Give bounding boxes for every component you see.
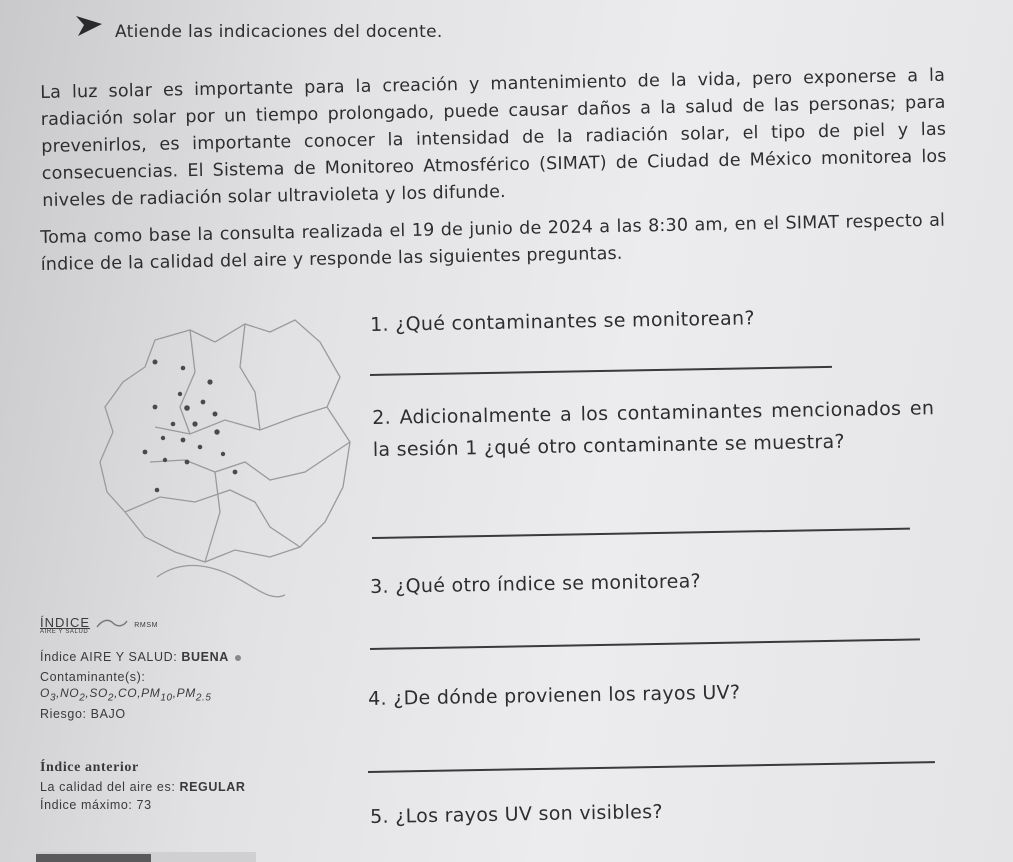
max-index: Índice máximo: 73 [40,798,152,812]
pollutants-list: $O_3,NO_2,SO_2,CO,PM_{10},PM_{2.5}$ [40,686,212,704]
answer-line-3[interactable] [370,638,920,649]
index-value: BUENA [181,650,229,664]
indice-logo-text: ÍNDICE [40,615,91,630]
page-edge-strip [36,852,256,862]
question-4: 4. ¿De dónde provienen los rayos UV? [368,681,741,710]
previous-index-title: Índice anterior [40,760,139,775]
question-1: 1. ¿Qué contaminantes se monitorean? [370,307,755,336]
air-health-index [40,650,241,664]
indice-logo-wave [95,617,129,629]
instruction-text: Atiende las indicaciones del docente. [115,22,443,42]
index-label: Índice AIRE Y SALUD: [40,650,182,664]
indice-logo [40,612,158,635]
answer-line-2[interactable] [372,528,910,539]
station-map [95,312,355,612]
previous-quality-value: REGULAR [179,780,246,794]
risk-level: Riesgo: BAJO [40,707,126,721]
previous-quality-label: La calidad del aire es: [40,780,180,794]
indice-logo-tag: RMSM [134,622,159,629]
previous-quality [40,780,246,794]
question-5: 5. ¿Los rayos UV son visibles? [370,800,663,828]
answer-line-1[interactable] [370,366,832,376]
arrow-bullet-icon [74,14,104,38]
question-3: 3. ¿Qué otro índice se monitorea? [370,570,702,598]
status-dot-icon [235,655,241,661]
intro-paragraph: La luz solar es importante para la creación y mantenimiento de la vida, pero exponerse a la radiación solar por un tiempo prolongado, puede causar daños a la salud de las personas; para prevenirlos, es importante conocer la intensidad de la radiación solar, el tipo de piel y las consecuencias. El Sistema de Monitoreo Atmosférico (SIMAT) de Ciudad de México monitorea los niveles de radiación solar ultravioleta y los difunde. [40,65,947,211]
indice-logo-subtext: AIRE Y SALUD [40,629,89,635]
task-paragraph: Toma como base la consulta realizada el 19 de junio de 2024 a las 8:30 am, en el SIMAT respecto al índice de la calidad del aire y responde las siguientes preguntas. [40,210,946,275]
answer-line-4[interactable] [368,761,935,772]
pollutants-label: Contaminante(s): [40,670,146,684]
question-2: 2. Adicionalmente a los contaminantes mencionados en la sesión 1 ¿qué otro contaminante se muestra? [372,397,935,461]
